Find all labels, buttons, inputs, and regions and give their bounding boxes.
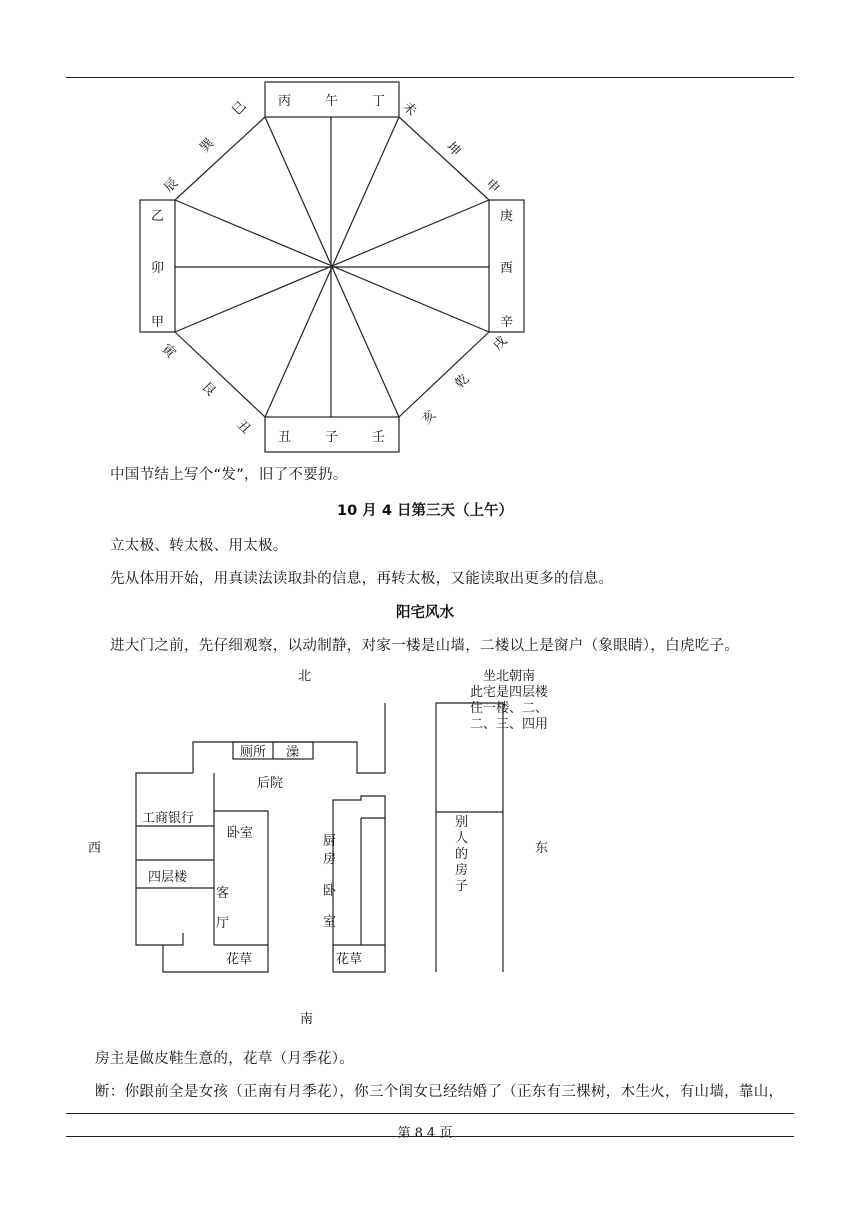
- compass-ur-2: 坤: [443, 139, 464, 160]
- compass-top-1: 丙: [278, 94, 292, 109]
- floorplan-bedroom-right-1: 卧: [323, 884, 337, 899]
- text-line-5: 房主是做皮鞋生意的，花草（月季花）。: [95, 1051, 355, 1067]
- compass-right-3: 辛: [500, 315, 514, 330]
- section-heading-yangzhai: 阳宅风水: [396, 605, 454, 621]
- floorplan-note-1: 坐北朝南: [483, 669, 536, 684]
- floorplan-kitchen-2: 房: [323, 852, 337, 867]
- floorplan-flowers-left: 花草: [226, 952, 253, 967]
- floorplan-south: 南: [300, 1012, 314, 1027]
- floorplan-living-room-2: 厅: [216, 916, 230, 931]
- floorplan-bath: 澡: [286, 745, 300, 760]
- floorplan-flowers-right: 花草: [336, 952, 363, 967]
- floorplan-bedroom-left: 卧室: [227, 826, 254, 841]
- section-heading-day3: 10 月 4 日第三天（上午）: [337, 503, 513, 519]
- compass-lr-1: 戌: [490, 333, 511, 354]
- floorplan-others-house-4: 房: [455, 863, 469, 878]
- compass-bottom-3: 壬: [372, 430, 386, 445]
- compass-bottom-1: 丑: [278, 430, 292, 445]
- floorplan-kitchen-1: 厨: [323, 834, 337, 849]
- text-line-3: 先从体用开始，用真读法读取卦的信息，再转太极，又能读取出更多的信息。: [110, 571, 614, 587]
- floorplan-others-house-1: 别: [455, 815, 469, 830]
- floorplan-others-house-2: 人: [455, 831, 469, 846]
- compass-left-3: 甲: [151, 315, 165, 330]
- compass-top-3: 丁: [372, 94, 386, 109]
- compass-bottom-2: 子: [325, 430, 339, 445]
- compass-left-1: 乙: [151, 209, 165, 224]
- floorplan-east: 东: [535, 841, 549, 856]
- bottom-rule: [66, 1113, 794, 1114]
- text-line-6: 断：你跟前全是女孩（正南有月季花），你三个闺女已经结婚了（正东有三棵树，木生火，有山墙，靠山，: [95, 1084, 784, 1100]
- compass-ur-3: 申: [482, 176, 503, 197]
- compass-ll-3: 丑: [233, 417, 254, 438]
- compass-ul-2: 巽: [197, 135, 218, 156]
- footer-rule: [66, 1136, 794, 1137]
- compass-right-1: 庚: [500, 209, 514, 224]
- floorplan-four-story: 四层楼: [148, 870, 188, 885]
- text-line-2: 立太极、转太极、用太极。: [110, 538, 288, 554]
- compass-ll-1: 寅: [158, 341, 179, 362]
- floorplan-bank: 工商银行: [142, 811, 195, 826]
- compass-ul-3: 辰: [161, 175, 182, 196]
- floorplan-bedroom-right-2: 室: [323, 915, 337, 930]
- floorplan-north: 北: [298, 669, 312, 684]
- floorplan-backyard: 后院: [257, 776, 284, 791]
- text-line-1: 中国节结上写个“发”，旧了不要扔。: [110, 467, 348, 483]
- floorplan-west: 西: [88, 841, 102, 856]
- floorplan-note-3: 住一楼、二、: [470, 701, 549, 716]
- compass-ll-2: 艮: [198, 379, 219, 400]
- compass-lr-2: 乾: [452, 371, 473, 392]
- floorplan-others-house-5: 子: [455, 879, 469, 894]
- page-number: 第 8 4 页: [397, 1126, 453, 1141]
- floorplan-living-room-1: 客: [216, 886, 230, 901]
- compass-top-2: 午: [325, 94, 339, 109]
- floorplan-note-4: 二、三、四用: [470, 717, 549, 732]
- compass-ur-1: 未: [399, 99, 420, 120]
- compass-left-2: 卯: [151, 261, 165, 276]
- floorplan-toilet: 厕所: [240, 745, 267, 760]
- compass-right-2: 酉: [500, 261, 514, 276]
- compass-ul-1: 巳: [229, 98, 250, 119]
- floorplan-others-house-3: 的: [455, 847, 469, 862]
- text-line-4: 进大门之前，先仔细观察，以动制静，对家一楼是山墙，二楼以上是窗户（象眼睛），白虎吃子。: [110, 638, 740, 654]
- compass-lr-3: 亥: [419, 407, 440, 428]
- floorplan-note-2: 此宅是四层楼: [470, 685, 549, 700]
